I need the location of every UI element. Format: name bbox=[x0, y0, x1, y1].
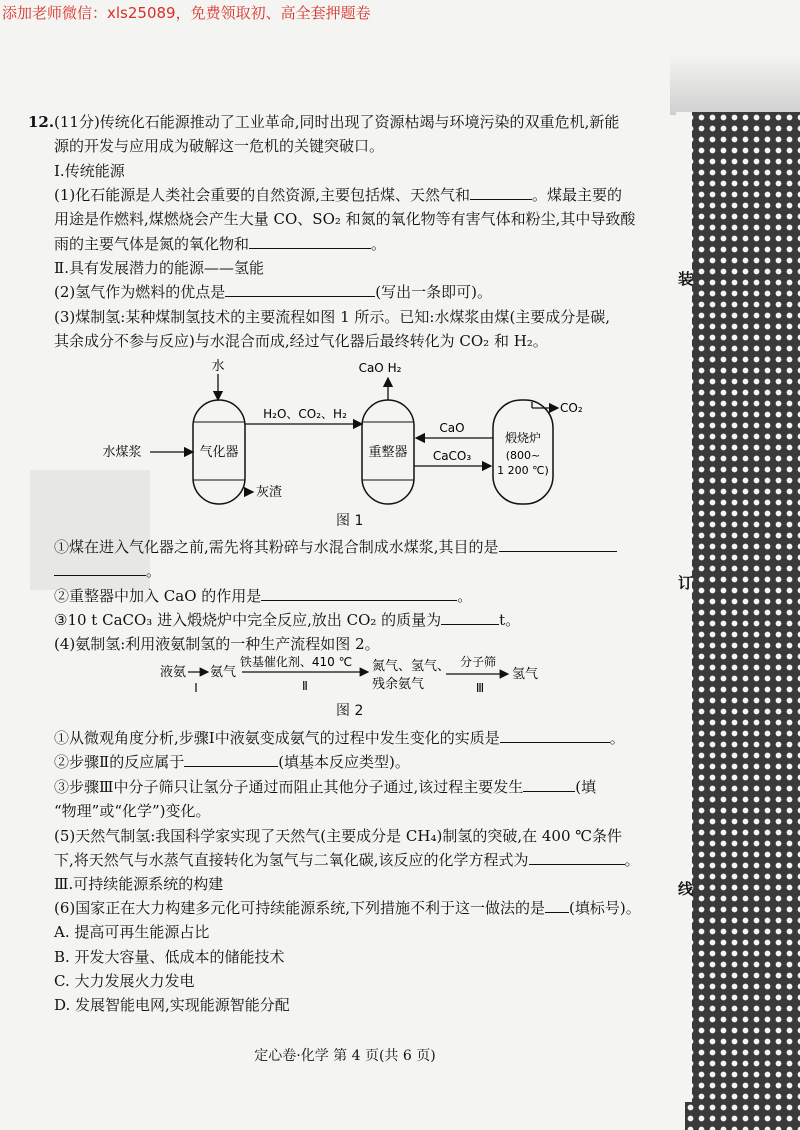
q1-blank-2[interactable] bbox=[249, 234, 371, 249]
fig2-ammonia: 氨气 bbox=[210, 665, 237, 680]
fig1-cao-label: CaO bbox=[439, 421, 465, 435]
q4-1-blank[interactable] bbox=[500, 728, 610, 743]
watermark-text: 添加老师微信：xls25089，免费领取初、高全套押题卷 bbox=[2, 4, 371, 22]
q6-text: (6)国家正在大力构建多元化可持续能源系统,下列措施不利于这一做法的是 bbox=[54, 899, 546, 917]
q4-3-blank[interactable] bbox=[523, 777, 575, 792]
q3-line1: (3)煤制氢:某种煤制氢技术的主要流程如图 1 所示。已知:水煤浆由煤(主要成分是碳, bbox=[54, 308, 611, 326]
option-b: B. 开发大容量、低成本的储能技术 bbox=[54, 948, 285, 966]
q3-3-text-end: t。 bbox=[499, 611, 521, 629]
q6-blank[interactable] bbox=[545, 898, 569, 913]
fig2-sieve: 分子筛 bbox=[459, 655, 497, 669]
q4-2-text: ②步骤Ⅱ的反应属于 bbox=[54, 753, 185, 771]
binding-margin bbox=[676, 112, 692, 1102]
q5-text: 下,将天然气与水蒸气直接转化为氢气与二氧化碳,该反应的化学方程式为 bbox=[54, 851, 529, 869]
fig1-caco3-label: CaCO₃ bbox=[432, 449, 472, 463]
figure-2-caption: 图 2 bbox=[336, 703, 364, 719]
q1-text-a: (1)化石能源是人类社会重要的自然资源,主要包括煤、天然气和 bbox=[54, 186, 471, 204]
fig1-slurry-label: 水煤浆 bbox=[102, 445, 142, 460]
fig2-liquid-ammonia: 液氨 bbox=[160, 665, 187, 680]
q3-2-line bbox=[54, 586, 472, 606]
q3-3-line bbox=[54, 610, 520, 630]
question-number: 12. bbox=[28, 113, 55, 131]
q1-line1 bbox=[54, 185, 622, 205]
q4-1-text-end: 。 bbox=[609, 729, 625, 747]
fig2-step2: Ⅱ bbox=[302, 679, 308, 693]
q3-line2: 其余成分不参与反应)与水混合而成,经过气化器后最终转化为 CO₂ 和 H₂。 bbox=[54, 332, 548, 350]
section-heading-2: Ⅱ.具有发展潜力的能源——氢能 bbox=[54, 259, 264, 277]
q3-1-line1 bbox=[54, 537, 617, 557]
figure-1-diagram bbox=[100, 352, 660, 512]
fig2-catalyst: 铁基催化剂、410 ℃ bbox=[239, 655, 353, 669]
q2-line bbox=[54, 282, 492, 302]
page-footer: 定心卷·化学 第 4 页(共 6 页) bbox=[254, 1048, 436, 1064]
fig1-co2-label: CO₂ bbox=[560, 401, 583, 415]
question-intro-line1: (11分)传统化石能源推动了工业革命,同时出现了资源枯竭与环境污染的双重危机,新能 bbox=[54, 113, 620, 131]
q4-2-blank[interactable] bbox=[184, 752, 278, 767]
section-heading-3: Ⅲ.可持续能源系统的构建 bbox=[54, 875, 224, 893]
q3-1-line2 bbox=[54, 561, 161, 581]
calciner-temp-line1: (800~ bbox=[505, 449, 541, 462]
option-c: C. 大力发展火力发电 bbox=[54, 972, 195, 990]
q1-line2: 用途是作燃料,煤燃烧会产生大量 CO、SO₂ 和氮的氧化物等有害气体和粉尘,其中导致酸 bbox=[54, 210, 636, 228]
q3-2-text: ②重整器中加入 CaO 的作用是 bbox=[54, 587, 262, 605]
q4-1-text: ①从微观角度分析,步骤Ⅰ中液氨变成氨气的过程中发生变化的实质是 bbox=[54, 729, 500, 747]
fig2-step3: Ⅲ bbox=[475, 681, 485, 695]
fig2-mixture-line2: 残余氨气 bbox=[372, 677, 425, 692]
q3-1-text: ①煤在进入气化器之前,需先将其粉碎与水混合制成水煤浆,其目的是 bbox=[54, 538, 499, 556]
q1-text-d: 雨的主要气体是氮的氧化物和 bbox=[54, 235, 250, 253]
q3-1-blank-a[interactable] bbox=[499, 537, 617, 552]
q4-3-text: ③步骤Ⅲ中分子筛只让氢分子通过而阻止其他分子通过,该过程主要发生 bbox=[54, 778, 524, 796]
fig1-gas-flow-label: H₂O、CO₂、H₂ bbox=[263, 407, 347, 421]
q1-blank-1[interactable] bbox=[470, 185, 532, 200]
q4-line: (4)氨制氢:利用液氨制氢的一种生产流程如图 2。 bbox=[54, 635, 380, 653]
option-a: A. 提高可再生能源占比 bbox=[54, 923, 210, 941]
calciner-label: 煅烧炉 bbox=[504, 431, 542, 445]
binding-shadow bbox=[670, 55, 800, 115]
q3-3-blank[interactable] bbox=[441, 610, 499, 625]
binding-mark-ding: 订 bbox=[678, 574, 694, 592]
calciner-temp-line2: 1 200 ℃) bbox=[497, 464, 549, 477]
fig1-water-label: 水 bbox=[211, 359, 225, 374]
q5-blank[interactable] bbox=[529, 850, 625, 865]
q2-text-a: (2)氢气作为燃料的优点是 bbox=[54, 283, 226, 301]
figure-1-caption: 图 1 bbox=[336, 513, 364, 529]
q5-line1: (5)天然气制氢:我国科学家实现了天然气(主要成分是 CH₄)制氢的突破,在 400 ℃条件 bbox=[54, 827, 623, 845]
binding-mark-zhuang: 装 bbox=[678, 270, 694, 288]
question-intro-line2: 源的开发与应用成为破解这一危机的关键突破口。 bbox=[54, 137, 385, 155]
q3-3-text: ③10 t CaCO₃ 进入煅烧炉中完全反应,放出 CO₂ 的质量为 bbox=[54, 611, 442, 629]
q3-2-blank[interactable] bbox=[261, 586, 457, 601]
q4-2-text-end: (填基本反应类型)。 bbox=[278, 753, 410, 771]
reformer-label: 重整器 bbox=[368, 445, 408, 460]
fig1-ash-label: 灰渣 bbox=[256, 485, 283, 500]
fig2-mixture-line1: 氮气、氢气、 bbox=[372, 659, 451, 674]
q3-2-text-end: 。 bbox=[457, 587, 473, 605]
q2-blank[interactable] bbox=[225, 282, 375, 297]
binding-strip bbox=[685, 112, 800, 1130]
q2-text-b: (写出一条即可)。 bbox=[375, 283, 492, 301]
q1-text-b: 。煤最主要的 bbox=[532, 186, 623, 204]
option-d: D. 发展智能电网,实现能源智能分配 bbox=[54, 996, 290, 1014]
q4-2-line bbox=[54, 752, 410, 772]
q4-3-line2: “物理”或“化学”)变化。 bbox=[54, 802, 211, 820]
q5-line2 bbox=[54, 850, 640, 870]
fig2-step1: Ⅰ bbox=[194, 681, 198, 695]
figure-2-diagram bbox=[150, 652, 570, 698]
q4-3-text-end: (填 bbox=[575, 778, 597, 796]
q3-1-blank-b[interactable] bbox=[54, 561, 146, 576]
q4-3-line1 bbox=[54, 777, 596, 797]
q4-1-line bbox=[54, 728, 625, 748]
q1-text-e: 。 bbox=[371, 235, 387, 253]
section-heading-1: Ⅰ.传统能源 bbox=[54, 162, 125, 180]
q5-text-end: 。 bbox=[624, 851, 640, 869]
q1-line3 bbox=[54, 234, 386, 254]
q3-1-text-end: 。 bbox=[146, 562, 162, 580]
fig1-top-out-label: CaO H₂ bbox=[358, 361, 402, 375]
binding-mark-xian: 线 bbox=[678, 880, 694, 898]
fig2-hydrogen: 氢气 bbox=[512, 667, 539, 682]
gasifier-label: 气化器 bbox=[199, 445, 239, 460]
q6-text-end: (填标号)。 bbox=[569, 899, 641, 917]
q6-line bbox=[54, 898, 641, 918]
